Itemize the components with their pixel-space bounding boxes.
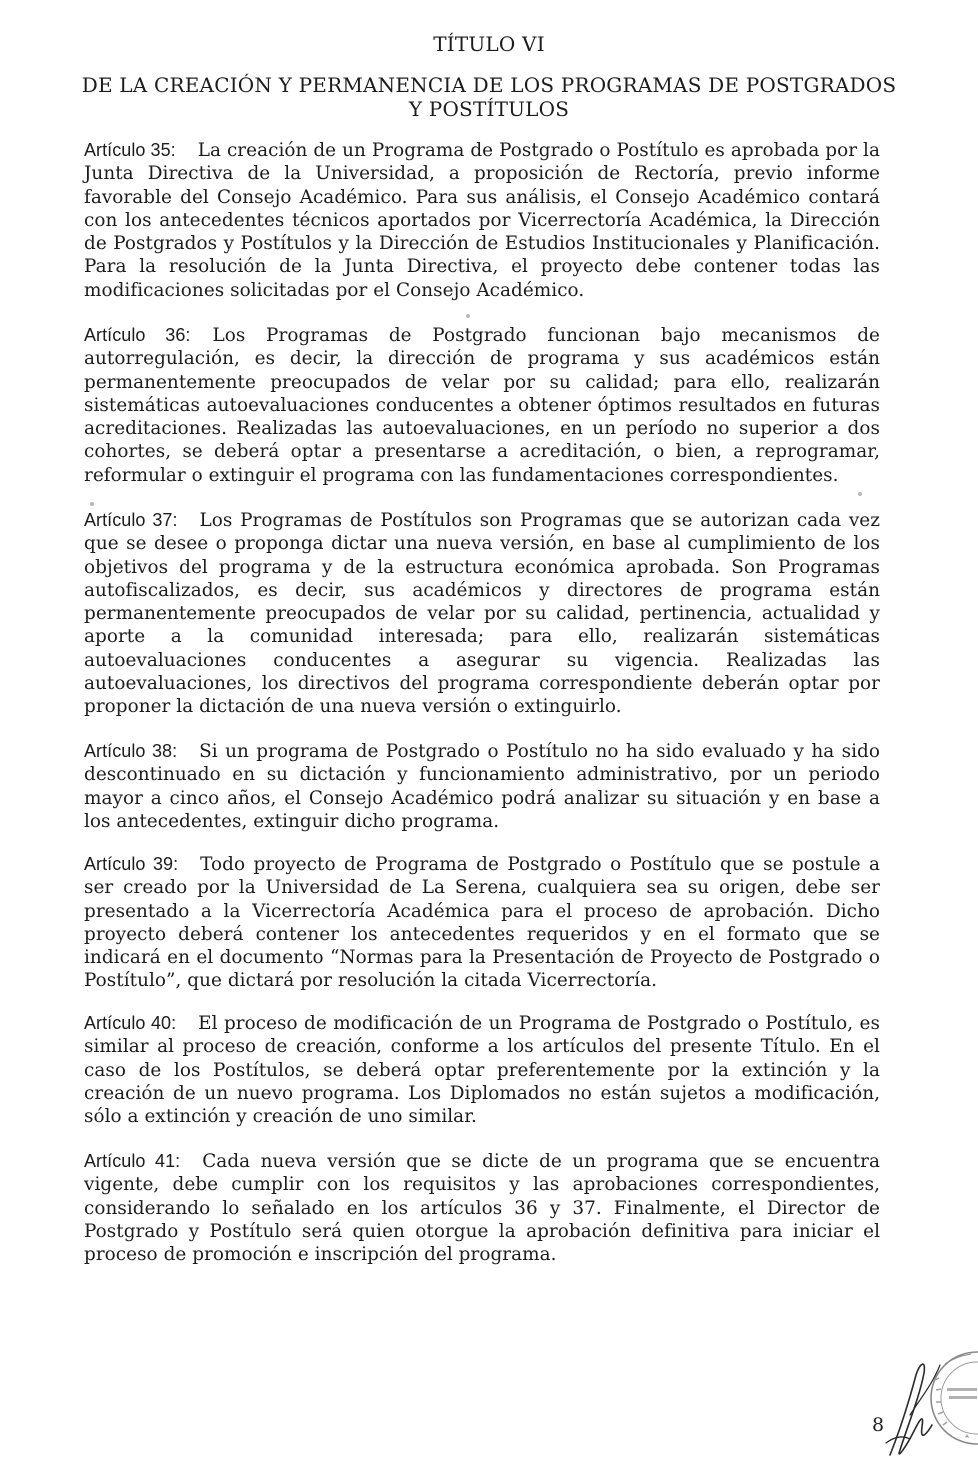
article-label: Artículo 38: bbox=[84, 741, 178, 761]
article-label: Artículo 36: bbox=[84, 325, 191, 345]
article-text: Todo proyecto de Programa de Postgrado o Postítulo que se postule a ser creado por la Universidad de La Serena, cualquiera sea su origen, debe ser presentado a la Vicerrectoría Académica para el proceso de aprobación. Dicho proyecto deberá contener los antecedentes requeridos y en el formato que se indicará en el documento “Normas para la Presentación de Proyecto de Postgrado o Postítulo”, que dictará por resolución la citada Vicerrectoría. bbox=[84, 854, 881, 992]
article-label: Artículo 41: bbox=[84, 1151, 181, 1171]
article-text: Los Programas de Postgrado funcionan bajo mecanismos de autorregulación, es decir, la dirección de programa y sus académicos están permanentemente preocupados de velar por su calidad; para ello, realizarán sistemáticas autoevaluaciones conducentes a obtener óptimos resultados en futuras acreditaciones. Realizadas las autoevaluaciones, en un período no superior a dos cohortes, se deberá optar a presentarse a acreditación, o bien, a reprogramar, reformular o extinguir el programa con las fundamentaciones correspondientes. bbox=[84, 325, 880, 486]
article-39 bbox=[84, 853, 880, 993]
article-text: Si un programa de Postgrado o Postítulo no ha sido evaluado y ha sido descontinuado en su dictación y funcionamiento administrativo, por un periodo mayor a cinco años, el Consejo Académico podrá analizar su situación y en base a los antecedentes, extinguir dicho programa. bbox=[84, 741, 880, 832]
article-37 bbox=[84, 509, 880, 719]
article-38 bbox=[84, 740, 880, 833]
handwritten-signature bbox=[880, 1355, 950, 1465]
article-label: Artículo 37: bbox=[84, 510, 178, 530]
article-label: Artículo 39: bbox=[84, 854, 179, 874]
page-number: 8 bbox=[872, 1414, 885, 1436]
scan-speck bbox=[90, 502, 94, 506]
scan-speck bbox=[858, 492, 862, 496]
article-text: Cada nueva versión que se dicte de un programa que se encuentra vigente, debe cumplir con los requisitos y las aprobaciones correspondientes, considerando lo señalado en los artículos 36 y 37. Finalmente, el Director de Postgrado y Postítulo será quien otorgue la aprobación definitiva para iniciar el proceso de promoción e inscripción del programa. bbox=[84, 1151, 880, 1266]
article-text: Los Programas de Postítulos son Programas que se autorizan cada vez que se desee o proponga dictar una nueva versión, en base al cumplimiento de los objetivos del programa y de la estructura económica aprobada. Son Programas autofiscalizados, es decir, sus académicos y directores de programa están permanentemente preocupados de velar por su calidad, pertinencia, actualidad y aporte a la comunidad interesada; para ello, realizarán sistemáticas autoevaluaciones conducentes a asegurar su vigencia. Realizadas las autoevaluaciones, los directivos del programa correspondiente deberán optar por proponer la dictación de una nueva versión o extinguirlo. bbox=[84, 510, 880, 718]
article-35 bbox=[84, 139, 880, 302]
article-41 bbox=[84, 1150, 880, 1266]
article-label: Artículo 35: bbox=[84, 140, 176, 160]
article-text: El proceso de modificación de un Programa de Postgrado o Postítulo, es similar al proceso de creación, conforme a los artículos del presente Título. En el caso de los Postítulos, se deberá optar preferentemente por la extinción y la creación de un nuevo programa. Los Diplomados no están sujetos a modificación, sólo a extinción y creación de uno similar. bbox=[84, 1013, 880, 1128]
scan-speck bbox=[466, 314, 470, 318]
article-text: La creación de un Programa de Postgrado o Postítulo es aprobada por la Junta Directiva de la Universidad, a proposición de Rectoría, previo informe favorable del Consejo Académico. Para sus análisis, el Consejo Académico contará con los antecedentes técnicos aportados por Vicerrectoría Académica, la Dirección de Postgrados y Postítulos y la Dirección de Estudios Institucionales y Planificación. Para la resolución de la Junta Directiva, el proyecto debe contener todas las modificaciones solicitadas por el Consejo Académico. bbox=[84, 140, 880, 301]
article-label: Artículo 40: bbox=[84, 1013, 177, 1033]
section-heading: DE LA CREACIÓN Y PERMANENCIA DE LOS PROGRAMAS DE POSTGRADOS Y POSTÍTULOS bbox=[81, 73, 897, 121]
page-title: TÍTULO VI bbox=[433, 32, 545, 56]
article-36 bbox=[84, 324, 880, 487]
article-40 bbox=[84, 1012, 880, 1128]
